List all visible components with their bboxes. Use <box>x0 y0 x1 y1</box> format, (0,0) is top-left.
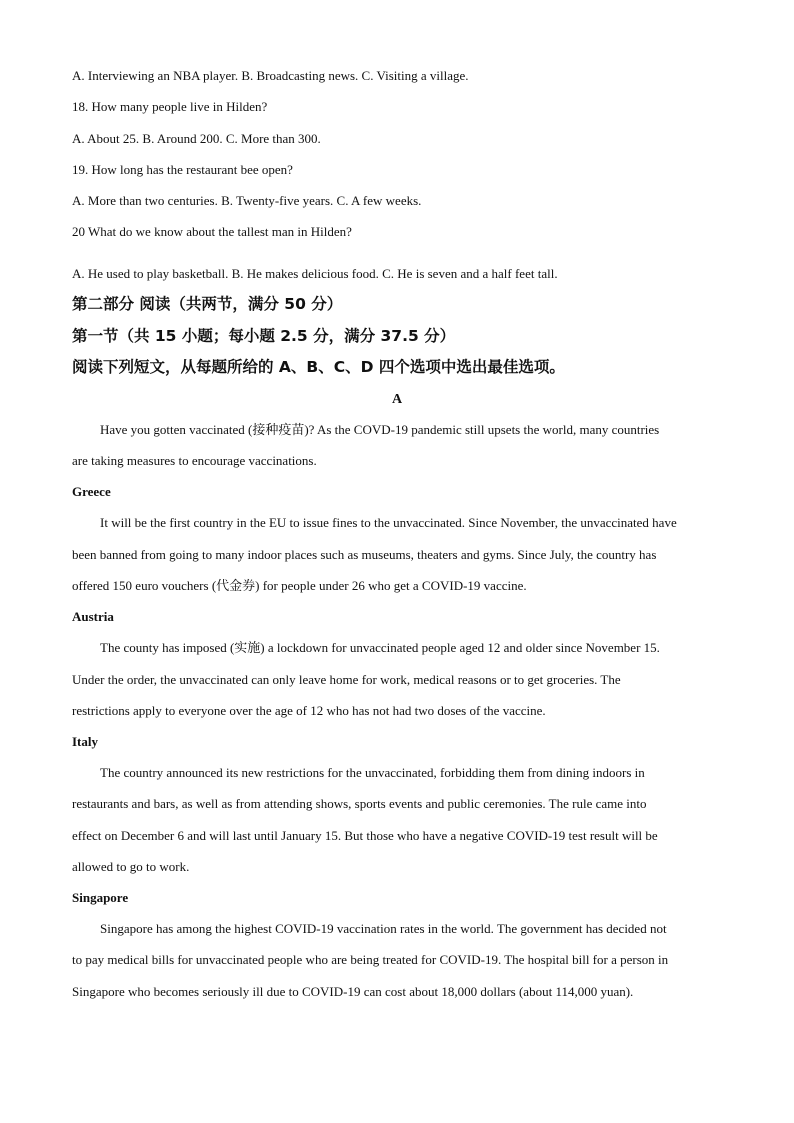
reading-instruction: 阅读下列短文，从每题所给的 A、B、C、D 四个选项中选出最佳选项。 <box>72 358 565 376</box>
question-19-options: A. More than two centuries. B. Twenty-five years. C. A few weeks. <box>72 193 422 208</box>
italy-heading: Italy <box>72 734 98 749</box>
greece-line-3: offered 150 euro vouchers (代金券) for people under 26 who get a COVID-19 vaccine. <box>72 578 527 593</box>
italy-line-1: The country announced its new restrictions for the unvaccinated, forbidding them from dining indoors in <box>100 765 645 780</box>
italy-line-4: allowed to go to work. <box>72 859 190 874</box>
question-18-options: A. About 25. B. Around 200. C. More than 300. <box>72 131 321 146</box>
passage-label: A <box>391 392 403 407</box>
austria-line-2: Under the order, the unvaccinated can only leave home for work, medical reasons or to get groceries. The <box>72 672 621 687</box>
intro-line-1: Have you gotten vaccinated (接种疫苗)? As the COVD-19 pandemic still upsets the world, many countries <box>100 422 660 437</box>
austria-line-1: The county has imposed (实施) a lockdown for unvaccinated people aged 12 and older since November 15. <box>100 640 660 655</box>
italy-line-2: restaurants and bars, as well as from attending shows, sports events and public ceremonies. The rule came into <box>72 796 647 811</box>
greece-line-2: been banned from going to many indoor places such as museums, theaters and gyms. Since July, the country has <box>72 547 657 562</box>
italy-line-3: effect on December 6 and will last until January 15. But those who have a negative COVID-19 test result will be <box>72 828 658 843</box>
singapore-line-3: Singapore who becomes seriously ill due to COVID-19 can cost about 18,000 dollars (about 114,000 yuan). <box>72 984 634 999</box>
singapore-heading: Singapore <box>72 890 129 905</box>
question-20: 20 What do we know about the tallest man in Hilden? <box>72 224 352 239</box>
singapore-line-2: to pay medical bills for unvaccinated people who are being treated for COVID-19. The hospital bill for a person in <box>72 952 669 967</box>
singapore-line-1: Singapore has among the highest COVID-19 vaccination rates in the world. The government has decided not <box>100 921 667 936</box>
question-19: 19. How long has the restaurant bee open? <box>72 162 293 177</box>
austria-heading: Austria <box>72 609 114 624</box>
part-two-heading: 第二部分 阅读（共两节，满分 50 分） <box>72 295 343 313</box>
intro-line-2: are taking measures to encourage vaccinations. <box>72 453 317 468</box>
section-one-heading: 第一节（共 15 小题；每小题 2.5 分，满分 37.5 分） <box>72 327 456 345</box>
austria-line-3: restrictions apply to everyone over the age of 12 who has not had two doses of the vaccine. <box>72 703 546 718</box>
question-20-options: A. He used to play basketball. B. He makes delicious food. C. He is seven and a half feet tall. <box>72 266 558 281</box>
greece-line-1: It will be the first country in the EU to issue fines to the unvaccinated. Since November, the unvaccinated have <box>100 515 677 530</box>
question-18: 18. How many people live in Hilden? <box>72 99 268 114</box>
question-17-options: A. Interviewing an NBA player. B. Broadcasting news. C. Visiting a village. <box>72 68 469 83</box>
greece-heading: Greece <box>72 484 111 499</box>
